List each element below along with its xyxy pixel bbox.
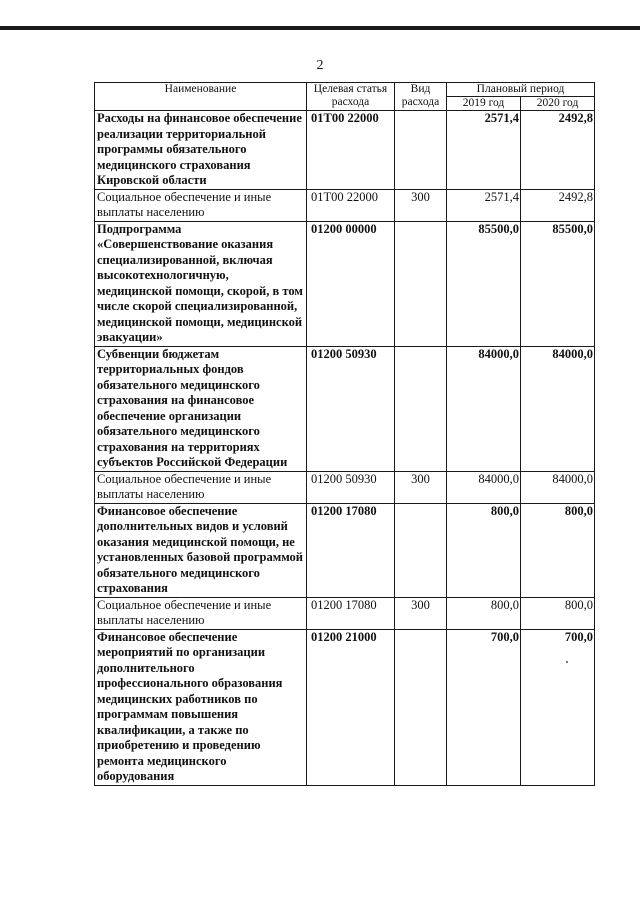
cell-type [395, 503, 447, 597]
cell-article: 01200 50930 [307, 471, 395, 503]
cell-2019: 85500,0 [447, 221, 521, 346]
header-article: Целевая статья расхода [307, 83, 395, 111]
table-row [95, 597, 595, 629]
header-type: Вид расхода [395, 83, 447, 111]
cell-article: 01Т00 22000 [307, 111, 395, 190]
cell-2020: 800,0 [521, 503, 595, 597]
cell-2019: 800,0 [447, 503, 521, 597]
cell-type [395, 346, 447, 471]
cell-2020: 84000,0 [521, 471, 595, 503]
table-row [95, 346, 595, 471]
cell-type [395, 629, 447, 785]
cell-2020: 2492,8 [521, 189, 595, 221]
cell-name: Социальное обеспечение и иные выплаты населению [95, 189, 307, 221]
cell-name: Подпрограмма «Совершенствование оказания специализированной, включая высокотехнологичную, медицинской помощи, скорой, в том числе скорой специализированной, медицинской помощи, медицинской эвакуации» [95, 221, 307, 346]
cell-2019: 2571,4 [447, 111, 521, 190]
scan-speck [566, 661, 568, 663]
cell-article: 01200 17080 [307, 597, 395, 629]
cell-2020: 84000,0 [521, 346, 595, 471]
cell-article: 01200 50930 [307, 346, 395, 471]
cell-2020: 2492,8 [521, 111, 595, 190]
cell-name: Субвенции бюджетам территориальных фондов обязательного медицинского страхования на финансовое обеспечение организации обязательного медицинского страхования на территориях субъектов Российской Федерации [95, 346, 307, 471]
table-row [95, 111, 595, 190]
cell-article: 01Т00 22000 [307, 189, 395, 221]
cell-2019: 84000,0 [447, 471, 521, 503]
page-number: 2 [316, 58, 324, 73]
header-name: Наименование [95, 83, 307, 111]
cell-2020: 85500,0 [521, 221, 595, 346]
cell-name: Финансовое обеспечение дополнительных видов и условий оказания медицинской помощи, не установленных базовой программой обязательного медицинского страхования [95, 503, 307, 597]
cell-name: Социальное обеспечение и иные выплаты населению [95, 597, 307, 629]
table-row [95, 189, 595, 221]
cell-type: 300 [395, 189, 447, 221]
top-rule [0, 26, 640, 30]
table-row [95, 629, 595, 785]
header-year-2020: 2020 год [521, 97, 595, 111]
cell-2019: 84000,0 [447, 346, 521, 471]
cell-name: Финансовое обеспечение мероприятий по организации дополнительного профессионального образования медицинских работников по программам повышения квалификации, а также по приобретению и проведению ремонта медицинского оборудования [95, 629, 307, 785]
cell-article: 01200 21000 [307, 629, 395, 785]
cell-type: 300 [395, 471, 447, 503]
header-year-2019: 2019 год [447, 97, 521, 111]
table-row [95, 503, 595, 597]
cell-article: 01200 00000 [307, 221, 395, 346]
cell-type [395, 221, 447, 346]
budget-table [94, 82, 595, 786]
header-row [95, 83, 595, 97]
cell-2019: 800,0 [447, 597, 521, 629]
cell-2020: 800,0 [521, 597, 595, 629]
cell-type [395, 111, 447, 190]
cell-name: Расходы на финансовое обеспечение реализации территориальной программы обязательного медицинского страхования Кировской области [95, 111, 307, 190]
cell-2019: 700,0 [447, 629, 521, 785]
table-row [95, 221, 595, 346]
cell-name: Социальное обеспечение и иные выплаты населению [95, 471, 307, 503]
cell-type: 300 [395, 597, 447, 629]
cell-article: 01200 17080 [307, 503, 395, 597]
cell-2020: 700,0 [521, 629, 595, 785]
header-period: Плановый период [447, 83, 595, 97]
table-row [95, 471, 595, 503]
cell-2019: 2571,4 [447, 189, 521, 221]
